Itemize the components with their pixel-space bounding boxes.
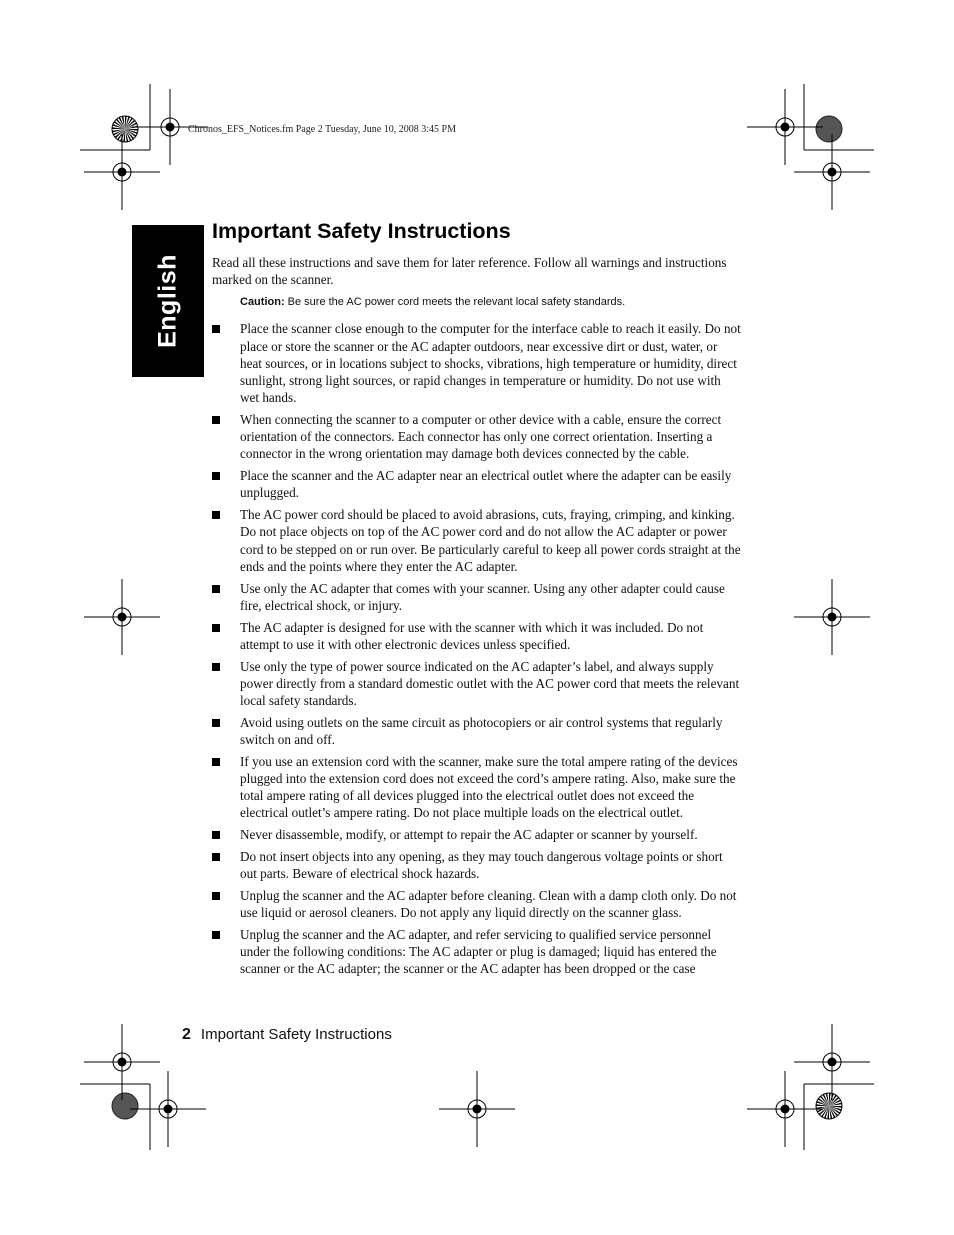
crosshair-mark-icon [828,613,837,622]
density-mark-icon [816,116,842,142]
square-bullet-icon [212,892,220,900]
list-item [212,926,742,978]
square-bullet-icon [212,585,220,593]
list-item-text: Never disassemble, modify, or attempt to repair the AC adapter or scanner by yourself. [240,827,698,843]
list-item [212,887,742,921]
list-item-text: The AC power cord should be placed to avoid abrasions, cuts, fraying, crimping, and kinking. Do not place objects on top of the AC power cord and do not allow the AC adapter or power cord to be stepped on or run over. Be particularly careful to keep all power cords straight at the ends and the points where they enter the AC adapter. [240,507,741,574]
crosshair-mark-icon [118,1058,127,1067]
list-item-text: Unplug the scanner and the AC adapter before cleaning. Clean with a damp cloth only. Do not use liquid or aerosol cleaners. Do not apply any liquid directly on the scanner glass. [240,888,737,921]
list-item [212,411,742,463]
list-item-text: If you use an extension cord with the scanner, make sure the total ampere rating of the devices plugged into the extension cord does not exceed the cord’s ampere rating. Also, make sure the total ampere rating of all devices plugged into the electrical outlet does not exceed the electrical outlet’s ampere rating. Do not place multiple loads on the electrical outlet. [240,753,738,821]
print-file-info: Chronos_EFS_Notices.fm Page 2 Tuesday, June 10, 2008 3:45 PM [188,124,456,135]
list-item [212,658,742,710]
crosshair-mark-icon [828,168,837,177]
page-footer [182,1026,392,1044]
list-item [212,753,742,822]
list-item-text: Do not insert objects into any opening, as they may touch dangerous voltage points or short out parts. Beware of electrical shock hazards. [240,849,723,882]
footer-section-title: Important Safety Instructions [200,1026,392,1043]
list-item-text: Unplug the scanner and the AC adapter, and refer servicing to qualified service personnel under the following conditions: The AC adapter or plug is damaged; liquid has entered the scanner or the AC adapter; the scanner or the AC adapter has been dropped or the case [240,927,717,977]
crosshair-mark-icon [118,613,127,622]
crosshair-mark-icon [781,123,790,132]
safety-instruction-list [212,320,742,977]
list-item [212,619,742,653]
list-item-text: Avoid using outlets on the same circuit as photocopiers or air control systems that regularly switch on and off. [240,714,723,748]
list-item [212,467,742,501]
page-number: 2 [182,1026,191,1043]
list-item [212,506,742,575]
square-bullet-icon [212,931,220,939]
list-item-text: The AC adapter is designed for use with the scanner with which it was included. Do not attempt to use it with other electronic devices unless specified. [240,619,704,652]
square-bullet-icon [212,325,220,333]
caution-label: Caution: [240,296,285,309]
list-item [212,714,742,748]
list-item-text: Place the scanner and the AC adapter near an electrical outlet where the adapter can be easily unplugged. [240,468,732,501]
crosshair-mark-icon [164,1105,173,1114]
main-content [212,219,742,982]
list-item [212,580,742,614]
square-bullet-icon [212,758,220,766]
language-tab [132,225,204,377]
list-item-text: Use only the type of power source indicated on the AC adapter’s label, and always supply power directly from a standard domestic outlet with the AC power cord that meets the relevant local safety standards. [240,658,740,709]
page-title: Important Safety Instructions [212,219,511,243]
square-bullet-icon [212,511,220,519]
square-bullet-icon [212,853,220,861]
square-bullet-icon [212,831,220,839]
list-item [212,320,742,406]
caution-note [240,294,742,310]
list-item [212,826,742,843]
crosshair-mark-icon [781,1105,790,1114]
density-mark-icon [112,1093,138,1119]
square-bullet-icon [212,472,220,480]
crosshair-mark-icon [118,168,127,177]
crosshair-mark-icon [473,1105,482,1114]
crosshair-mark-icon [166,123,175,132]
square-bullet-icon [212,719,220,727]
language-tab-label: English [153,254,182,348]
intro-paragraph: Read all these instructions and save them for later reference. Follow all warnings and instructions marked on the scanner. [212,255,727,288]
list-item-text: Use only the AC adapter that comes with your scanner. Using any other adapter could cause fire, electrical shock, or injury. [240,580,725,613]
list-item-text: Place the scanner close enough to the computer for the interface cable to reach it easily. Do not place or store the scanner or the AC adapter outdoors, near excessive dirt or dust, water, or heat sources, or in locations subject to shocks, vibrations, high temperature or humidity, direct sunlight, strong light sources, or rapid changes in temperature or humidity. Do not use with wet hands. [240,321,741,406]
square-bullet-icon [212,663,220,671]
square-bullet-icon [212,624,220,632]
caution-text: Be sure the AC power cord meets the relevant local safety standards. [284,296,626,309]
square-bullet-icon [212,416,220,424]
crosshair-mark-icon [828,1058,837,1067]
list-item [212,848,742,882]
list-item-text: When connecting the scanner to a computer or other device with a cable, ensure the correct orientation of the connectors. Each connector has only one correct orientation. Inserting a connector in the wrong orientation may damage both devices connected by the cable. [240,412,722,462]
